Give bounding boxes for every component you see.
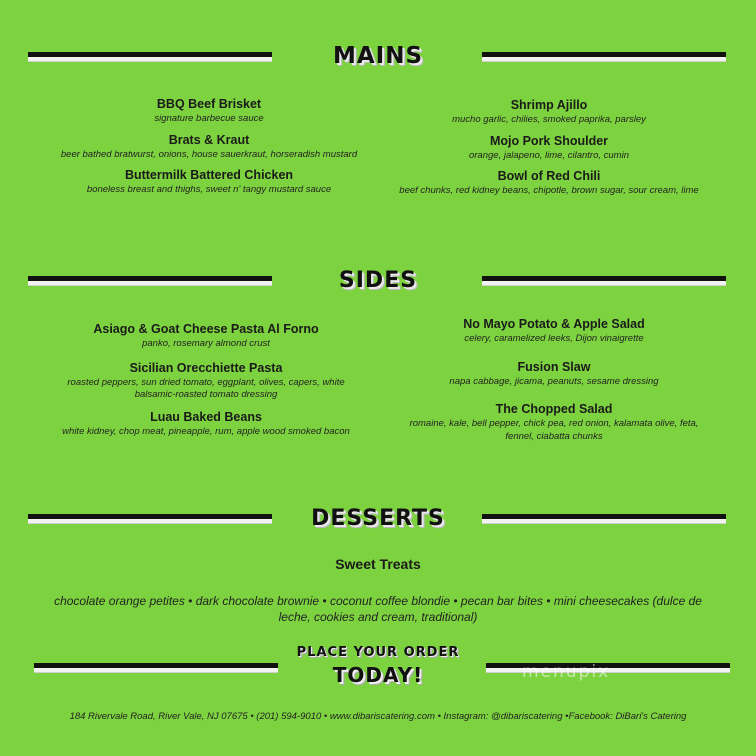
item-name: Luau Baked Beans (150, 409, 262, 424)
menu-item (394, 98, 704, 127)
item-desc: napa cabbage, jicama, peanuts, sesame dressing (449, 375, 659, 387)
item-name: Bowl of Red Chili (497, 169, 601, 183)
desserts-title: Sweet Treats (335, 556, 421, 572)
item-desc: white kidney, chop meat, pineapple, rum, apple wood smoked bacon (62, 425, 350, 437)
item-desc: celery, caramelized leeks, Dijon vinaigrette (464, 333, 644, 344)
item-desc: roasted peppers, sun dried tomato, eggplant, olives, capers, white balsamic-roasted tomato dressing (67, 376, 345, 400)
menu-item (50, 133, 368, 162)
menu-item (402, 402, 706, 443)
desserts-desc: chocolate orange petites • dark chocolate brownie • coconut coffee blondie • pecan bar bites • mini cheesecakes (dulce de leche, cookies and cream, traditional) (54, 594, 702, 624)
item-desc: panko, rosemary almond crust (142, 338, 270, 349)
item-name: Buttermilk Battered Chicken (124, 168, 294, 182)
watermark: menupix (522, 662, 611, 682)
item-name: Brats & Kraut (168, 132, 250, 147)
item-desc: mucho garlic, chilies, smoked paprika, parsley (452, 114, 646, 125)
section-heading-desserts: DESSERTS (311, 506, 445, 531)
menu-item (50, 168, 368, 197)
item-name: Mojo Pork Shoulder (489, 133, 609, 148)
item-desc: orange, jalapeno, lime, cilantro, cumin (468, 149, 629, 161)
item-name: Sicilian Orecchiette Pasta (129, 360, 283, 375)
menu-item (402, 317, 706, 346)
item-name: BBQ Beef Brisket (156, 97, 262, 111)
sides-left-column (46, 322, 366, 438)
footer-contact: 184 Rivervale Road, River Vale, NJ 07675 • (201) 594-9010 • www.dibariscatering.com • Instagram: @dibariscatering •Facebook: DiBari's Catering (69, 711, 687, 722)
menu-item (394, 169, 704, 198)
item-desc: signature barbecue sauce (154, 113, 264, 124)
mains-right-column (394, 98, 704, 198)
section-heading-mains: MAINS (332, 43, 424, 69)
menu-item (50, 97, 368, 126)
item-desc: romaine, kale, bell pepper, chick pea, red onion, kalamata olive, feta, fennel, ciabatta chunks (409, 418, 699, 442)
sides-right-column (402, 317, 706, 443)
cta-line-1: PLACE YOUR ORDER (296, 645, 460, 660)
item-name: The Chopped Salad (495, 402, 613, 416)
menu-item (402, 360, 706, 389)
section-heading-sides: SIDES (338, 268, 418, 293)
item-name: Shrimp Ajillo (510, 98, 588, 112)
cta-line-2: TODAY! (332, 663, 424, 687)
menu-item (46, 361, 366, 402)
item-desc: beer bathed bratwurst, onions, house sauerkraut, horseradish mustard (60, 148, 358, 160)
item-name: No Mayo Potato & Apple Salad (463, 317, 645, 331)
item-desc: boneless breast and thighs, sweet n' tangy mustard sauce (86, 184, 332, 195)
item-name: Fusion Slaw (517, 359, 591, 374)
mains-left-column (50, 97, 368, 197)
item-name: Asiago & Goat Cheese Pasta Al Forno (93, 322, 319, 336)
menu-item (394, 134, 704, 163)
menu-item (46, 322, 366, 351)
menu-item (46, 410, 366, 439)
item-desc: beef chunks, red kidney beans, chipotle, brown sugar, sour cream, lime (399, 185, 699, 196)
